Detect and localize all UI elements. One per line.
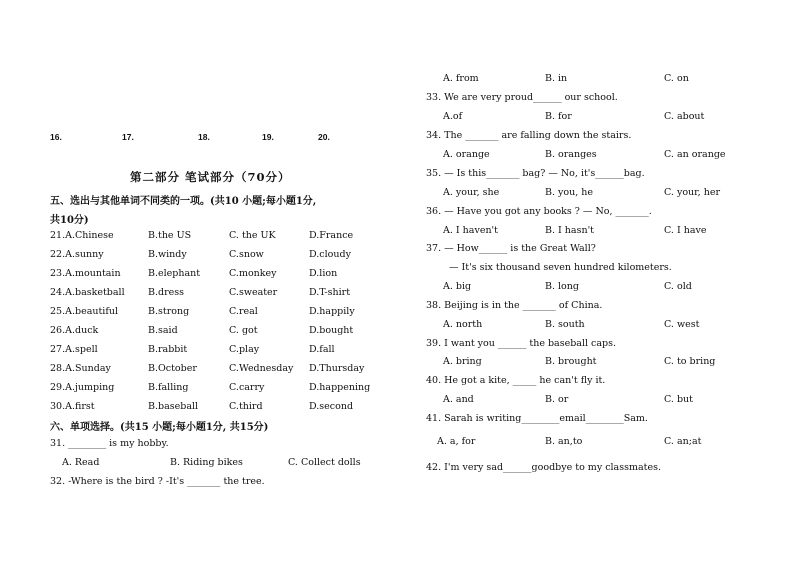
option-c: C. on (664, 73, 689, 84)
option-b: B.strong (148, 306, 190, 317)
option-a: 28.A.Sunday (50, 363, 111, 374)
option-b: B.elephant (148, 268, 201, 279)
option-b: B.baseball (148, 401, 199, 412)
option-d: D.fall (309, 344, 335, 355)
option-a: A. your, she (443, 187, 500, 198)
option-a: A. north (443, 319, 483, 330)
option-b: B.falling (148, 382, 189, 393)
option-c: C.monkey (229, 268, 277, 279)
option-a: 30.A.first (50, 401, 95, 412)
section5-heading: 五、选出与其他单词不同类的一项。(共10 小题;每小题1分, (50, 196, 317, 207)
option-a: A. I haven't (443, 225, 498, 236)
option-c: C.snow (229, 249, 264, 260)
q31-option-a: A. Read (62, 457, 100, 468)
option-c: C.sweater (229, 287, 278, 298)
option-c: C.play (229, 344, 260, 355)
question-text: 42. I'm very sad______goodbye to my classmates. (426, 462, 661, 473)
option-a: A.of (443, 111, 463, 122)
option-a: A. big (443, 281, 472, 292)
option-b: B.windy (148, 249, 187, 260)
question-subline: — It's six thousand seven hundred kilometers. (449, 262, 672, 273)
q31-option-c: C. Collect dolls (288, 457, 361, 468)
option-d: D.second (309, 401, 354, 412)
question-text: 33. We are very proud______ our school. (426, 92, 618, 103)
option-b: B.the US (148, 230, 192, 241)
question-text: 40. He got a kite, _____ he can't fly it. (426, 375, 606, 386)
option-a: 23.A.mountain (50, 268, 121, 279)
question-text: 34. The _______ are falling down the stairs. (426, 130, 632, 141)
option-b: B. in (545, 73, 568, 84)
option-c: C. an;at (664, 436, 702, 447)
option-c: C.Wednesday (229, 363, 294, 374)
option-a: A. orange (443, 149, 490, 160)
option-c: C. but (664, 394, 693, 405)
question-text: 41. Sarah is writing________email________Sam. (426, 413, 648, 424)
question-32: 32. -Where is the bird ? -It's _______ the tree. (50, 476, 265, 487)
question-text: 36. — Have you got any books ? — No, _______. (426, 206, 652, 217)
option-b: B. an,to (545, 436, 583, 447)
option-b: B. you, he (545, 187, 594, 198)
q31-option-b: B. Riding bikes (170, 457, 243, 468)
option-b: B. or (545, 394, 569, 405)
option-b: B.dress (148, 287, 184, 298)
option-c: C.third (229, 401, 263, 412)
option-d: D.France (309, 230, 354, 241)
option-d: D.lion (309, 268, 338, 279)
option-b: B. oranges (545, 149, 597, 160)
option-d: D.T-shirt (309, 287, 351, 298)
option-d: D.happily (309, 306, 355, 317)
option-c: C. to bring (664, 356, 716, 367)
question-text: 39. I want you ______ the baseball caps. (426, 338, 617, 349)
answer-number: 18. (198, 132, 210, 142)
option-c: C. your, her (664, 187, 720, 198)
option-a: A. and (443, 394, 474, 405)
option-d: D.cloudy (309, 249, 351, 260)
option-a: A. bring (443, 356, 482, 367)
answer-number: 20. (318, 132, 330, 142)
option-d: D.Thursday (309, 363, 365, 374)
option-b: B. long (545, 281, 579, 292)
option-c: C.real (229, 306, 258, 317)
answer-number: 19. (262, 132, 274, 142)
option-b: B.said (148, 325, 178, 336)
option-b: B.rabbit (148, 344, 188, 355)
option-b: B. I hasn't (545, 225, 594, 236)
option-c: C. about (664, 111, 705, 122)
section5-heading-continued: 共10分) (50, 215, 89, 226)
option-d: D.bought (309, 325, 354, 336)
option-c: C. the UK (229, 230, 276, 241)
question-31: 31. ________ is my hobby. (50, 438, 169, 449)
option-a: 26.A.duck (50, 325, 99, 336)
option-a: 22.A.sunny (50, 249, 104, 260)
option-c: C. got (229, 325, 258, 336)
section6-heading: 六、单项选择。(共15 小题;每小题1分, 共15分) (50, 422, 269, 433)
option-a: 27.A.spell (50, 344, 98, 355)
option-a: 21.A.Chinese (50, 230, 114, 241)
option-a: 25.A.beautiful (50, 306, 119, 317)
question-text: 37. — How______ is the Great Wall? (426, 243, 596, 254)
option-a: A. a, for (437, 436, 476, 447)
option-a: A. from (443, 73, 479, 84)
option-c: C.carry (229, 382, 265, 393)
option-b: B. for (545, 111, 572, 122)
option-c: C. west (664, 319, 700, 330)
option-b: B. south (545, 319, 585, 330)
option-b: B. brought (545, 356, 597, 367)
option-c: C. I have (664, 225, 707, 236)
option-a: 24.A.basketball (50, 287, 125, 298)
option-b: B.October (148, 363, 197, 374)
option-a: 29.A.jumping (50, 382, 115, 393)
option-c: C. old (664, 281, 692, 292)
answer-number: 16. (50, 132, 62, 142)
answer-number: 17. (122, 132, 134, 142)
option-c: C. an orange (664, 149, 726, 160)
part-title: 第二部分 笔试部分（70分） (130, 170, 291, 184)
question-text: 38. Beijing is in the _______ of China. (426, 300, 603, 311)
question-text: 35. — Is this_______ bag? — No, it's______bag. (426, 168, 645, 179)
option-d: D.happening (309, 382, 371, 393)
